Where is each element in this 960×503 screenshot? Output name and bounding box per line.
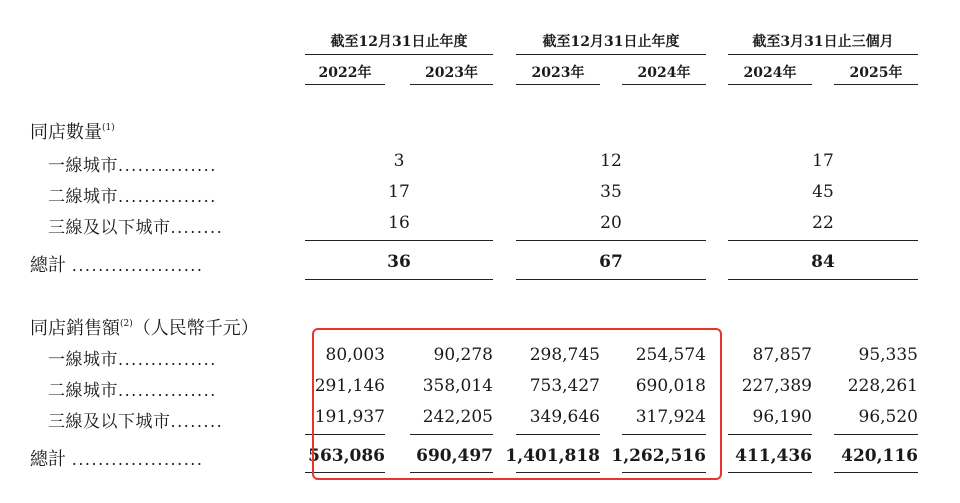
count-row-1-value-1: 3 [393,151,405,171]
sales-total-value-1: 563,086 [308,446,385,466]
count-row-3-dots: ........ [170,218,224,237]
count-bottom-rule-1 [305,279,493,280]
sales-row-2-dots: ............... [118,381,217,400]
sales-row-1-label [48,345,217,370]
year-col-2-rule [410,84,493,85]
sales-row-3-value-3: 349,646 [529,407,600,427]
sales-total-value-3: 1,401,818 [505,446,600,466]
sales-row-3-label-text: 三線及以下城市 [48,412,171,432]
sales-row-1-value-6: 95,335 [858,345,918,365]
year-col-5-rule [728,84,812,85]
count-bottom-rule-2 [516,279,706,280]
store-count-note: (1) [102,123,115,133]
sales-row-3-value-5: 96,190 [752,407,812,427]
sales-row-1-label-text: 一線城市 [48,350,118,370]
sales-total-value-4: 1,262,516 [611,446,706,466]
year-col-5: 2024年 [743,65,797,81]
sales-row-1-value-3: 298,745 [529,345,600,365]
sales-row-3-value-2: 242,205 [422,407,493,427]
year-col-4-rule [622,84,706,85]
sales-total-value-5: 411,436 [735,446,812,466]
sales-total-dots: .................... [71,450,204,469]
count-row-2-value-2: 35 [600,182,622,202]
count-bottom-rule-3 [728,279,918,280]
sales-total-rule-5 [728,434,812,435]
header-group-1: 截至12月31日止年度 [330,34,468,50]
sales-row-2-value-2: 358,014 [422,376,493,396]
count-row-3-value-2: 20 [600,213,622,233]
store-count-title [30,118,115,144]
year-col-2: 2023年 [425,65,478,81]
count-row-3-value-1: 16 [388,213,410,233]
count-row-3-label-text: 三線及以下城市 [48,218,171,238]
count-row-1-dots: ............... [118,156,217,175]
sales-row-2-label [48,376,217,401]
sales-bottom-rule-5 [728,472,812,473]
sales-row-2-value-4: 690,018 [635,376,706,396]
count-total-label-text: 總計 [30,255,66,276]
year-col-1-rule [305,84,385,85]
sales-total-value-6: 420,116 [841,446,918,466]
count-row-1-label [48,151,217,176]
sales-total-label [30,445,203,471]
count-row-1-value-2: 12 [600,151,622,171]
year-col-6-rule [834,84,918,85]
store-sales-title [30,314,259,340]
count-total-dots: .................... [71,256,204,275]
sales-row-2-value-6: 228,261 [847,376,918,396]
year-col-3: 2023年 [531,65,585,81]
header-group-2-rule [516,54,706,55]
sales-total-value-2: 690,497 [416,446,493,466]
store-sales-unit: （人民幣千元） [132,318,259,339]
highlight-box [312,328,722,480]
count-total-value-3: 84 [811,252,835,272]
sales-row-1-value-5: 87,857 [752,345,812,365]
sales-row-2-label-text: 二線城市 [48,381,118,401]
year-col-1: 2022年 [318,65,372,81]
count-row-1-label-text: 一線城市 [48,156,118,176]
count-row-1-value-3: 17 [812,151,834,171]
sales-total-rule-6 [834,434,918,435]
count-row-3-value-3: 22 [812,213,834,233]
sales-bottom-rule-6 [834,472,918,473]
sales-row-1-dots: ............... [118,350,217,369]
sales-total-label-text: 總計 [30,449,66,470]
sales-row-1-value-1: 80,003 [325,345,385,365]
store-sales-title-text: 同店銷售額 [30,318,120,339]
count-total-value-1: 36 [387,252,411,272]
sales-row-3-value-6: 96,520 [858,407,918,427]
header-group-3-rule [728,54,918,55]
store-count-title-text: 同店數量 [30,122,102,143]
sales-row-1-value-4: 254,574 [635,345,706,365]
sales-row-3-label [48,407,223,432]
count-row-2-label-text: 二線城市 [48,187,118,207]
sales-row-2-value-1: 291,146 [314,376,385,396]
sales-row-3-value-1: 191,937 [314,407,385,427]
count-row-3-label [48,213,223,238]
sales-row-1-value-2: 90,278 [433,345,493,365]
count-total-rule-3 [728,240,918,241]
count-total-rule-2 [516,240,706,241]
count-row-2-value-1: 17 [388,182,410,202]
count-row-2-value-3: 45 [812,182,834,202]
year-col-3-rule [516,84,600,85]
header-group-2: 截至12月31日止年度 [542,34,680,50]
year-col-4: 2024年 [637,65,691,81]
store-sales-note: (2) [120,319,133,329]
year-col-6: 2025年 [849,65,903,81]
sales-row-2-value-5: 227,389 [741,376,812,396]
header-group-1-rule [305,54,493,55]
count-total-label [30,251,203,277]
count-row-2-label [48,182,217,207]
count-total-rule-1 [305,240,493,241]
sales-row-3-dots: ........ [170,412,224,431]
sales-row-2-value-3: 753,427 [529,376,600,396]
count-total-value-2: 67 [599,252,623,272]
header-group-3: 截至3月31日止三個月 [752,34,894,50]
sales-row-3-value-4: 317,924 [635,407,706,427]
count-row-2-dots: ............... [118,187,217,206]
